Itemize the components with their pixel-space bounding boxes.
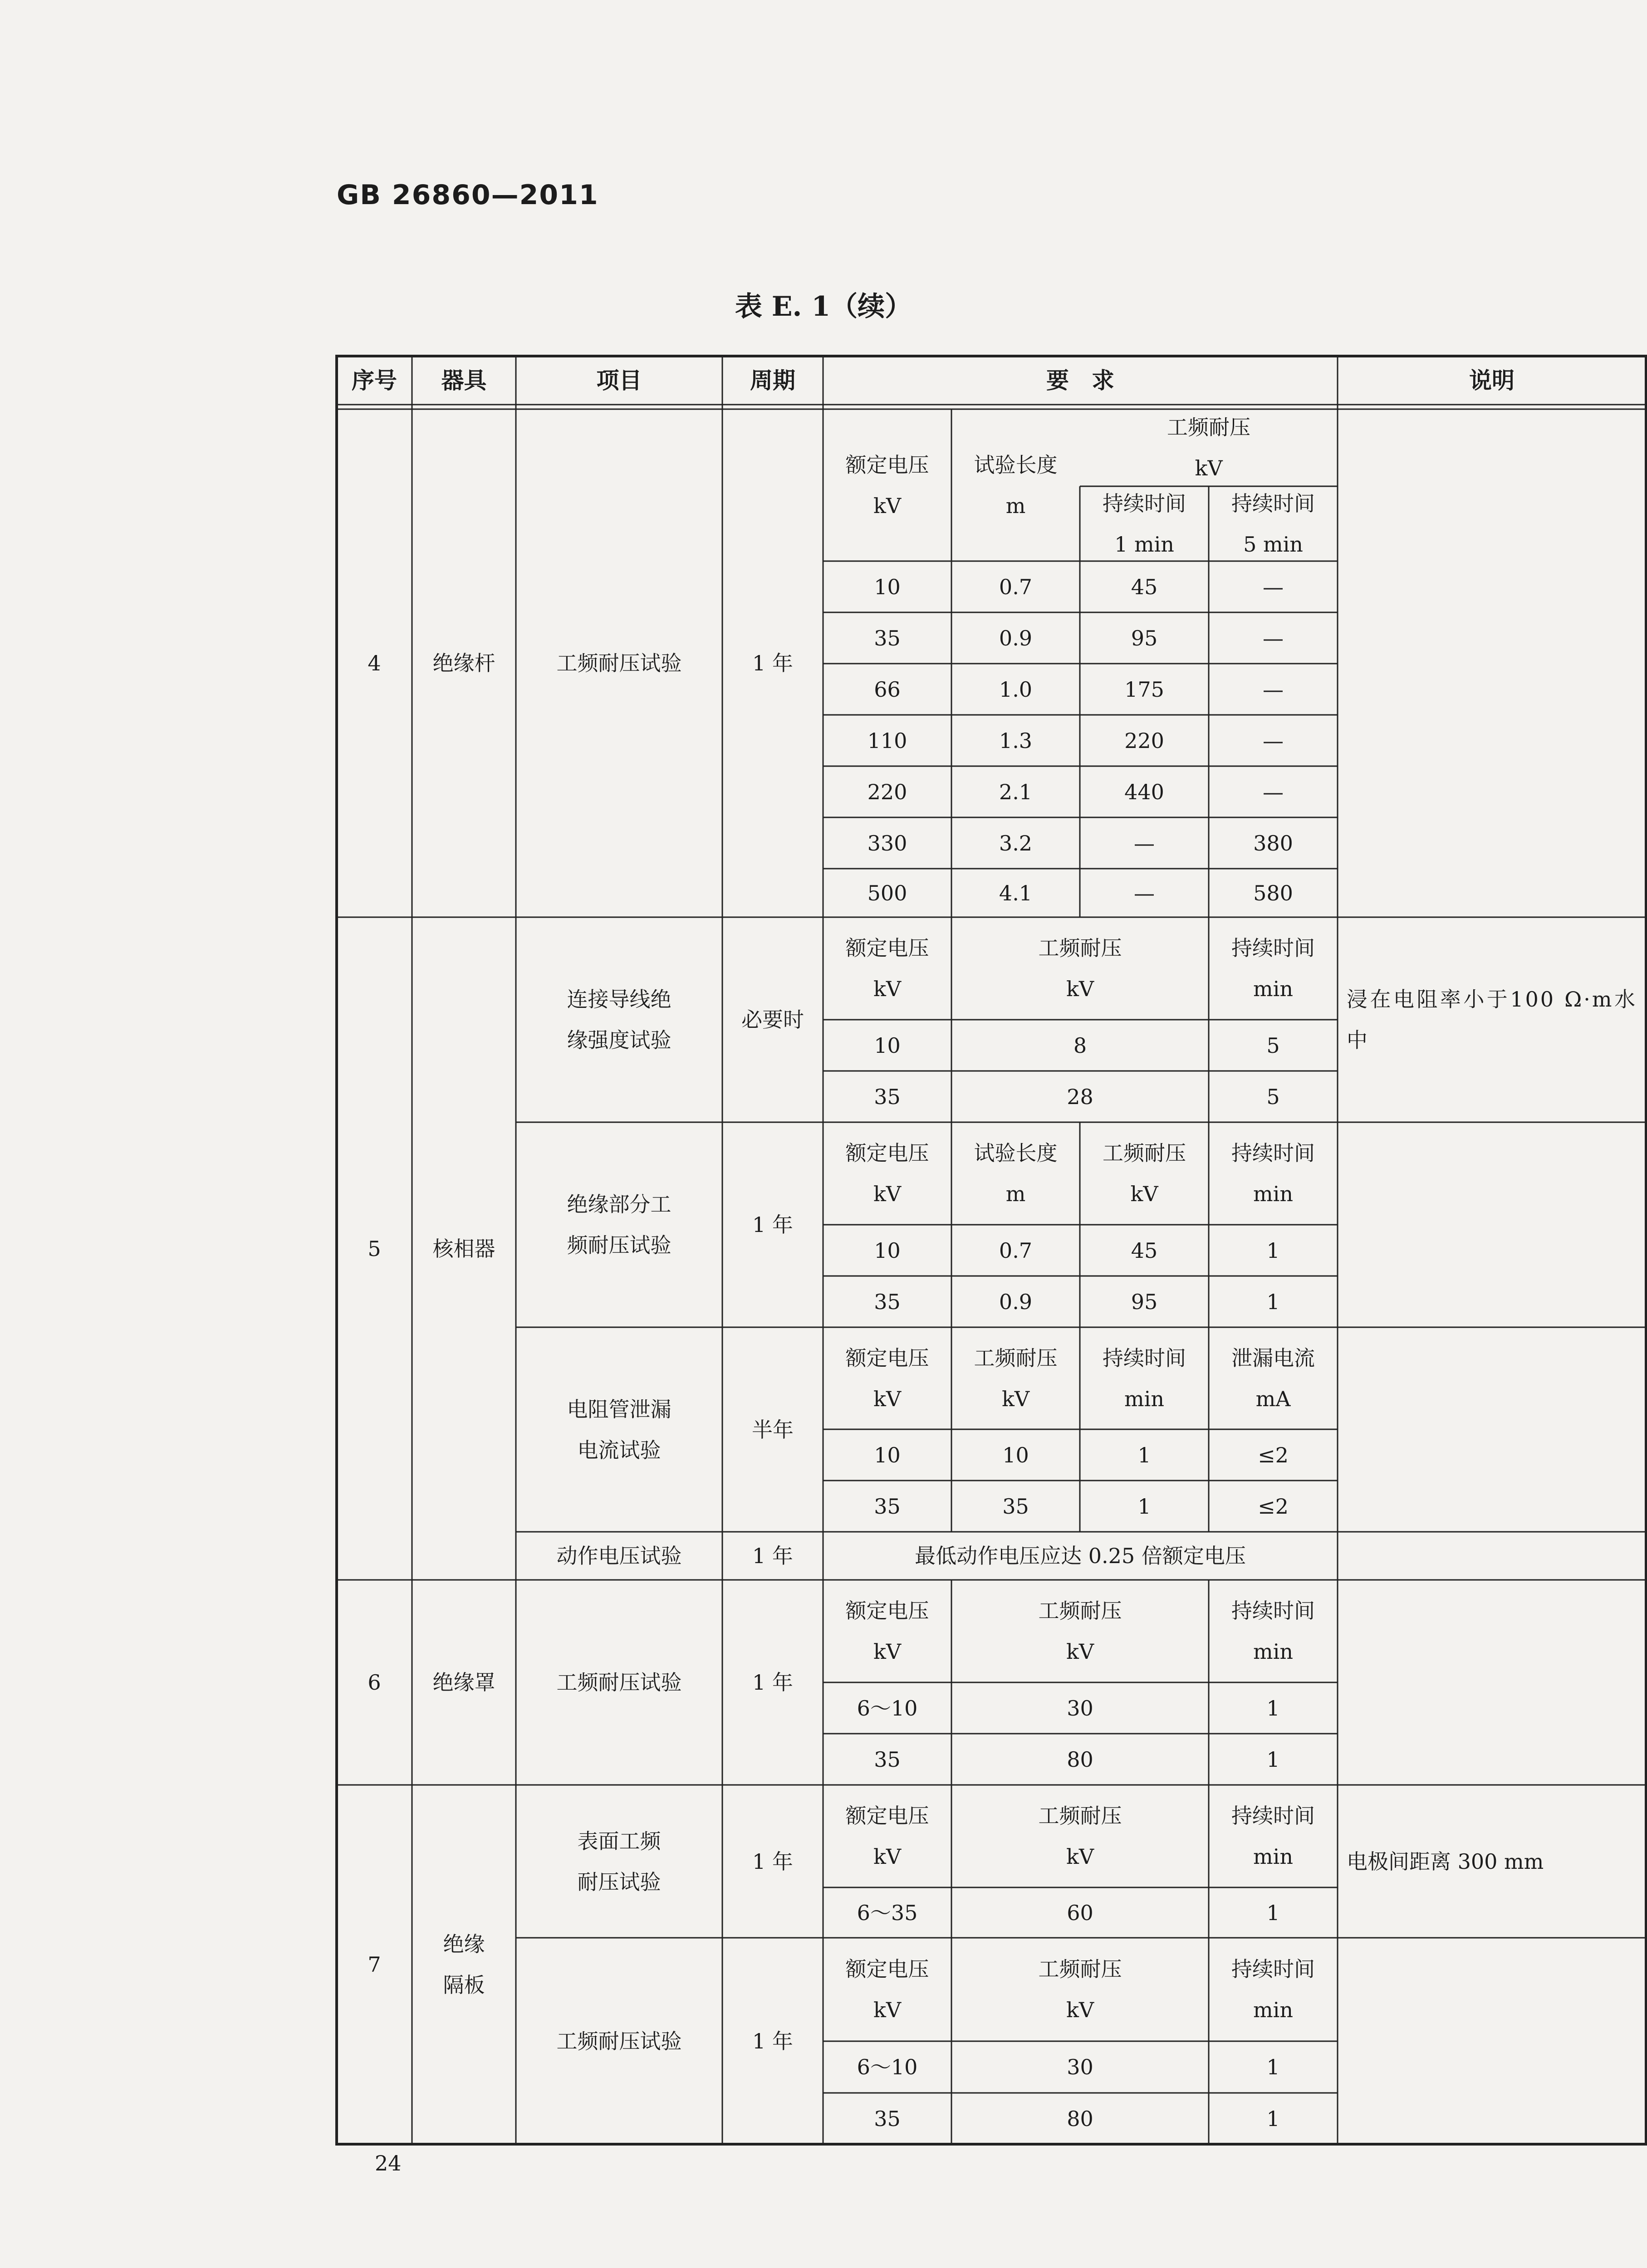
header-device: 器具 (441, 367, 487, 394)
table-cell: — (1263, 779, 1284, 804)
row5b-header-voltage: 额定电压 kV (845, 1141, 929, 1206)
table-cell: 35 (874, 626, 901, 650)
table-cell: 1 (1266, 1900, 1280, 1925)
table-cell: 35 (874, 1494, 901, 1519)
standard-code: GB 26860—2011 (337, 179, 599, 211)
row5a-header-withstand: 工频耐压 kV (1038, 936, 1122, 1001)
table-cell: 5 (1266, 1084, 1280, 1109)
row6-device: 绝缘罩 (432, 1670, 495, 1695)
row6-header-withstand: 工频耐压 kV (1038, 1598, 1122, 1664)
table-cell: — (1263, 574, 1284, 599)
row7-device: 绝缘 隔板 (443, 1932, 485, 1997)
table-cell: 10 (874, 1238, 901, 1263)
table-cell: 35 (874, 2106, 901, 2131)
table-cell: 220 (867, 779, 907, 804)
row7b-period: 1 年 (752, 2028, 793, 2053)
table-cell: 0.9 (999, 626, 1033, 650)
row5b-header-withstand: 工频耐压 kV (1103, 1141, 1186, 1206)
table-cell: 35 (874, 1747, 901, 1772)
table-cell: 28 (1067, 1084, 1093, 1109)
table-cell: 1 (1266, 2055, 1280, 2079)
table-cell: 30 (1067, 2055, 1093, 2079)
table-cell: 8 (1073, 1033, 1087, 1058)
row5c-header-leakage: 泄漏电流 mA (1231, 1345, 1315, 1411)
table-cell: ≤2 (1258, 1494, 1289, 1519)
table-cell: 1 (1137, 1442, 1151, 1467)
row7a-period: 1 年 (752, 1849, 793, 1874)
table-cell: 1 (1266, 2106, 1280, 2131)
row5a-header-voltage: 额定电压 kV (845, 936, 929, 1001)
header-period: 周期 (750, 367, 795, 394)
table-cell: 80 (1067, 2106, 1093, 2131)
table-cell: 1 (1266, 1747, 1280, 1772)
row5b-item: 绝缘部分工 频耐压试验 (567, 1192, 672, 1257)
row4-item: 工频耐压试验 (556, 651, 682, 675)
table-cell: — (1263, 677, 1284, 702)
row6-item: 工频耐压试验 (556, 1670, 682, 1695)
row4-device: 绝缘杆 (432, 651, 495, 675)
row6-period: 1 年 (752, 1670, 793, 1695)
row7a-item: 表面工频 耐压试验 (577, 1828, 661, 1894)
table-cell: 1.0 (999, 677, 1033, 702)
row5b-period: 1 年 (752, 1212, 793, 1237)
row7a-header-duration: 持续时间 min (1231, 1804, 1315, 1869)
table-cell: — (1263, 626, 1284, 650)
page-number: 24 (375, 2151, 402, 2175)
row5a-note: 浸在电阻率小于100 Ω·m水中 (1347, 987, 1637, 1052)
row7b-header-duration: 持续时间 min (1231, 1957, 1315, 2022)
table-cell: 45 (1131, 1238, 1158, 1263)
table-cell: 66 (874, 677, 901, 702)
table-cell: 175 (1124, 677, 1164, 702)
row5c-header-voltage: 额定电压 kV (845, 1345, 929, 1411)
table-cell: 35 (874, 1084, 901, 1109)
table-cell: 380 (1253, 831, 1293, 855)
header-item: 项目 (596, 367, 642, 394)
table-cell: 1.3 (999, 728, 1033, 753)
table-cell: 0.9 (999, 1289, 1033, 1314)
table-cell: 0.7 (999, 1238, 1033, 1263)
row4-header-length: 试验长度 m (974, 452, 1058, 518)
row6-header-duration: 持续时间 min (1231, 1598, 1315, 1664)
table-cell: 440 (1124, 779, 1164, 804)
row7a-header-voltage: 额定电压 kV (845, 1804, 929, 1869)
table-cell: 95 (1131, 1289, 1158, 1314)
table-cell: 6～35 (857, 1900, 918, 1925)
table-cell: 220 (1124, 728, 1164, 753)
table-cell: 80 (1067, 1747, 1093, 1772)
row7a-note: 电极间距离 300 mm (1347, 1849, 1544, 1874)
row6-header-voltage: 额定电压 kV (845, 1598, 929, 1664)
table-cell: 1 (1266, 1289, 1280, 1314)
table-title: 表 E. 1（续） (735, 291, 912, 323)
row5d-item: 动作电压试验 (556, 1544, 682, 1568)
table-cell: 10 (874, 1033, 901, 1058)
row5-device: 核相器 (432, 1236, 495, 1261)
table-cell: 2.1 (999, 779, 1033, 804)
table-cell: 1 (1137, 1494, 1151, 1519)
table-cell: 6～10 (857, 1696, 918, 1721)
row5-seq: 5 (368, 1236, 381, 1261)
table-cell: 110 (867, 728, 907, 753)
table-cell: — (1134, 880, 1155, 905)
table-cell: 35 (874, 1289, 901, 1314)
row5a-header-duration: 持续时间 min (1231, 936, 1315, 1001)
table-cell: — (1263, 728, 1284, 753)
row5d-period: 1 年 (752, 1544, 793, 1568)
header-seq: 序号 (352, 367, 397, 394)
row5d-requirement: 最低动作电压应达 0.25 倍额定电压 (915, 1544, 1246, 1568)
table-cell: 60 (1067, 1900, 1093, 1925)
table-cell: 4.1 (999, 880, 1033, 905)
row7-seq: 7 (368, 1952, 381, 1977)
row5c-period: 半年 (752, 1417, 794, 1442)
row4-header-duration-1min: 持续时间 1 min (1103, 491, 1186, 557)
row5c-item: 电阻管泄漏 电流试验 (567, 1397, 672, 1462)
row7b-header-voltage: 额定电压 kV (845, 1957, 929, 2022)
table-cell: 3.2 (999, 831, 1033, 855)
row7b-item: 工频耐压试验 (556, 2028, 682, 2053)
table-cell: 500 (867, 880, 907, 905)
row4-header-voltage: 额定电压 kV (845, 452, 929, 518)
row5c-header-duration: 持续时间 min (1103, 1345, 1186, 1411)
header-requirement: 要 求 (1046, 367, 1114, 394)
table-cell: 330 (867, 831, 907, 855)
row5b-header-duration: 持续时间 min (1231, 1141, 1315, 1206)
row4-seq: 4 (368, 651, 381, 675)
table-cell: 95 (1131, 626, 1158, 650)
row6-seq: 6 (368, 1670, 381, 1695)
table-cell: 1 (1266, 1696, 1280, 1721)
row4-header-withstand: 工频耐压 kV (1167, 415, 1250, 480)
table-cell: 10 (874, 1442, 901, 1467)
table-cell: 0.7 (999, 574, 1033, 599)
table-cell: 30 (1067, 1696, 1093, 1721)
row4-header-duration-5min: 持续时间 5 min (1231, 491, 1315, 557)
row7a-header-withstand: 工频耐压 kV (1038, 1804, 1122, 1869)
table-cell: — (1134, 831, 1155, 855)
table-cell: 5 (1266, 1033, 1280, 1058)
header-note: 说明 (1469, 367, 1515, 394)
table-cell: 10 (1002, 1442, 1029, 1467)
table-cell: 10 (874, 574, 901, 599)
row5a-item: 连接导线绝 缘强度试验 (567, 987, 672, 1052)
table-cell: ≤2 (1258, 1442, 1289, 1467)
row4-period: 1 年 (752, 651, 793, 675)
row5c-header-withstand: 工频耐压 kV (974, 1345, 1058, 1411)
table-cell: 6～10 (857, 2055, 918, 2079)
table-cell: 580 (1253, 880, 1293, 905)
row5b-header-length: 试验长度 m (974, 1141, 1058, 1206)
table-cell: 45 (1131, 574, 1158, 599)
table-cell: 1 (1266, 1238, 1280, 1263)
row5a-period: 必要时 (741, 1007, 804, 1032)
row7b-header-withstand: 工频耐压 kV (1038, 1957, 1122, 2022)
table-cell: 35 (1002, 1494, 1029, 1519)
